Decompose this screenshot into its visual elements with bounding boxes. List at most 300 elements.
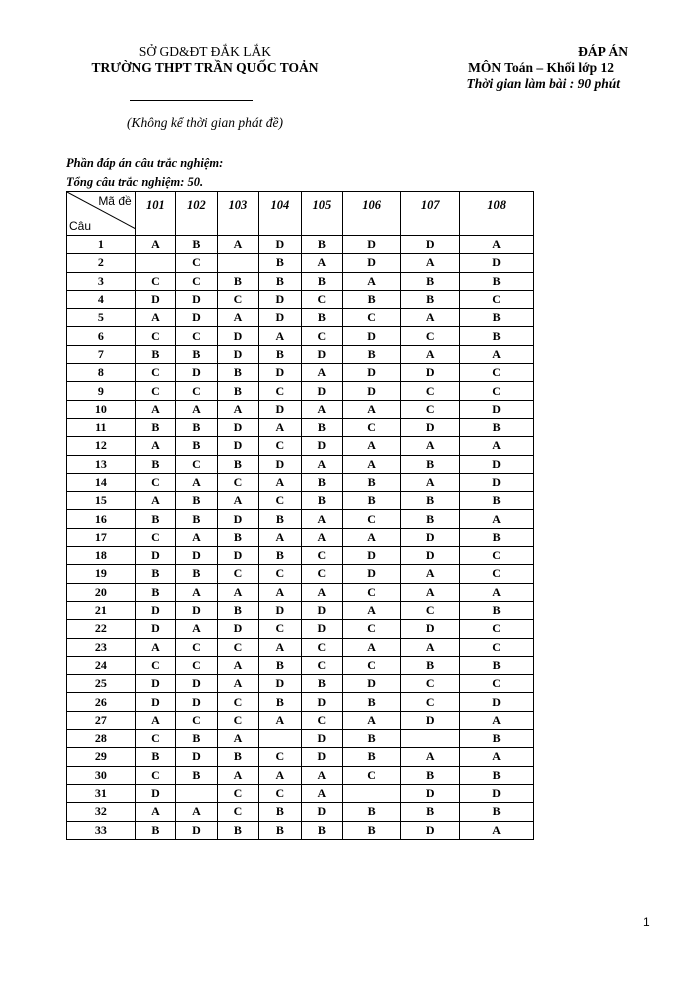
answer-cell: A bbox=[301, 583, 342, 601]
answer-cell: B bbox=[401, 272, 460, 290]
question-number: 24 bbox=[67, 656, 136, 674]
answer-cell: B bbox=[343, 473, 401, 491]
table-row bbox=[67, 437, 534, 455]
answer-cell: A bbox=[135, 309, 176, 327]
answer-cell: A bbox=[176, 473, 217, 491]
answer-cell: D bbox=[135, 547, 176, 565]
answer-cell: A bbox=[401, 437, 460, 455]
table-row bbox=[67, 675, 534, 693]
answer-cell: B bbox=[343, 345, 401, 363]
answer-cell bbox=[217, 254, 258, 272]
answer-cell: C bbox=[217, 565, 258, 583]
answer-cell: B bbox=[343, 748, 401, 766]
answer-cell: D bbox=[301, 730, 342, 748]
answer-cell: A bbox=[135, 236, 176, 254]
answer-cell: D bbox=[401, 620, 460, 638]
answer-cell: A bbox=[259, 327, 301, 345]
table-row bbox=[67, 272, 534, 290]
answer-cell: C bbox=[301, 327, 342, 345]
answer-cell: D bbox=[259, 290, 301, 308]
answer-cell: C bbox=[135, 364, 176, 382]
answer-cell: B bbox=[217, 748, 258, 766]
answer-cell: D bbox=[401, 711, 460, 729]
answer-cell: C bbox=[343, 620, 401, 638]
question-number: 12 bbox=[67, 437, 136, 455]
answer-cell: B bbox=[401, 656, 460, 674]
answer-cell: B bbox=[176, 437, 217, 455]
table-row bbox=[67, 327, 534, 345]
answer-cell: B bbox=[460, 601, 534, 619]
answer-cell: C bbox=[343, 656, 401, 674]
answer-cell: D bbox=[401, 364, 460, 382]
answer-cell: A bbox=[135, 711, 176, 729]
table-row bbox=[67, 803, 534, 821]
table-row bbox=[67, 583, 534, 601]
answer-cell: D bbox=[460, 784, 534, 802]
answer-cell: B bbox=[176, 766, 217, 784]
answer-cell: C bbox=[217, 290, 258, 308]
answer-cell: D bbox=[217, 547, 258, 565]
section-title: Phần đáp án câu trắc nghiệm: bbox=[66, 156, 224, 170]
answer-cell: A bbox=[343, 400, 401, 418]
answer-cell: B bbox=[135, 583, 176, 601]
answer-cell: A bbox=[217, 236, 258, 254]
answer-cell: A bbox=[217, 400, 258, 418]
answer-cell: B bbox=[259, 821, 301, 839]
answer-cell: A bbox=[460, 345, 534, 363]
answer-cell: C bbox=[135, 272, 176, 290]
question-number: 28 bbox=[67, 730, 136, 748]
answer-cell: B bbox=[217, 821, 258, 839]
answer-cell: B bbox=[401, 510, 460, 528]
answer-cell: D bbox=[343, 675, 401, 693]
table-row bbox=[67, 492, 534, 510]
answer-cell: B bbox=[217, 382, 258, 400]
answer-cell: B bbox=[301, 675, 342, 693]
question-number: 13 bbox=[67, 455, 136, 473]
answer-cell bbox=[259, 730, 301, 748]
answer-cell: A bbox=[259, 528, 301, 546]
table-row bbox=[67, 547, 534, 565]
answer-cell: B bbox=[259, 656, 301, 674]
answer-cell: B bbox=[301, 473, 342, 491]
answer-cell: B bbox=[460, 528, 534, 546]
answer-cell: A bbox=[401, 583, 460, 601]
answer-cell: B bbox=[343, 693, 401, 711]
header-left bbox=[50, 44, 360, 76]
answer-cell: A bbox=[135, 400, 176, 418]
answer-cell: D bbox=[217, 327, 258, 345]
answer-cell: D bbox=[176, 748, 217, 766]
section-total: Tổng câu trắc nghiệm: 50. bbox=[66, 175, 204, 189]
answer-cell: A bbox=[301, 364, 342, 382]
answer-cell: D bbox=[301, 345, 342, 363]
answer-cell: C bbox=[343, 766, 401, 784]
table-row bbox=[67, 290, 534, 308]
question-number: 15 bbox=[67, 492, 136, 510]
answer-cell: A bbox=[401, 565, 460, 583]
answer-cell: C bbox=[259, 437, 301, 455]
answer-cell: B bbox=[401, 803, 460, 821]
answer-cell: A bbox=[217, 730, 258, 748]
answer-cell: A bbox=[259, 418, 301, 436]
answer-cell: C bbox=[301, 290, 342, 308]
question-number: 27 bbox=[67, 711, 136, 729]
answer-cell: B bbox=[217, 364, 258, 382]
answer-cell: C bbox=[259, 784, 301, 802]
answer-cell: C bbox=[460, 675, 534, 693]
answer-cell: C bbox=[259, 382, 301, 400]
table-row bbox=[67, 711, 534, 729]
answer-cell: C bbox=[259, 620, 301, 638]
answer-cell: C bbox=[259, 565, 301, 583]
answer-cell: B bbox=[176, 492, 217, 510]
answer-table-body bbox=[67, 236, 534, 840]
answer-cell: D bbox=[401, 547, 460, 565]
answer-cell: D bbox=[176, 547, 217, 565]
answer-cell: C bbox=[460, 547, 534, 565]
header-divider bbox=[130, 100, 253, 101]
answer-cell: A bbox=[460, 437, 534, 455]
answer-cell: B bbox=[135, 748, 176, 766]
answer-cell: D bbox=[401, 784, 460, 802]
answer-cell: A bbox=[460, 510, 534, 528]
answer-cell: A bbox=[135, 638, 176, 656]
answer-cell: D bbox=[176, 601, 217, 619]
answer-cell: D bbox=[343, 382, 401, 400]
answer-cell: A bbox=[217, 309, 258, 327]
answer-cell: B bbox=[460, 766, 534, 784]
answer-cell: B bbox=[460, 418, 534, 436]
answer-cell: C bbox=[176, 254, 217, 272]
answer-cell: D bbox=[217, 620, 258, 638]
answer-cell bbox=[343, 784, 401, 802]
answer-cell: A bbox=[135, 803, 176, 821]
table-row bbox=[67, 400, 534, 418]
answer-cell: B bbox=[301, 272, 342, 290]
answer-cell: B bbox=[401, 492, 460, 510]
answer-cell: C bbox=[401, 382, 460, 400]
table-row bbox=[67, 455, 534, 473]
answer-cell: B bbox=[460, 730, 534, 748]
answer-cell: D bbox=[176, 675, 217, 693]
answer-cell: B bbox=[135, 565, 176, 583]
answer-cell: C bbox=[343, 510, 401, 528]
answer-cell: C bbox=[301, 711, 342, 729]
answer-cell: A bbox=[135, 437, 176, 455]
answer-cell: C bbox=[343, 583, 401, 601]
answer-cell: B bbox=[259, 510, 301, 528]
answer-cell: B bbox=[259, 803, 301, 821]
answer-cell: A bbox=[176, 803, 217, 821]
answer-cell: A bbox=[401, 309, 460, 327]
header-right bbox=[420, 44, 660, 92]
answer-cell: C bbox=[401, 400, 460, 418]
answer-cell: C bbox=[135, 656, 176, 674]
answer-cell: B bbox=[460, 492, 534, 510]
answer-cell: C bbox=[460, 620, 534, 638]
answer-cell: A bbox=[401, 473, 460, 491]
table-row bbox=[67, 638, 534, 656]
answer-cell: B bbox=[217, 601, 258, 619]
answer-cell: C bbox=[259, 492, 301, 510]
code-header: 108 bbox=[460, 192, 534, 236]
answer-cell: B bbox=[343, 821, 401, 839]
answer-cell: C bbox=[135, 473, 176, 491]
answer-cell: D bbox=[343, 254, 401, 272]
answer-cell: C bbox=[217, 803, 258, 821]
table-row bbox=[67, 821, 534, 839]
answer-cell: A bbox=[301, 254, 342, 272]
answer-cell: C bbox=[217, 638, 258, 656]
answer-cell: A bbox=[301, 766, 342, 784]
answer-cell: B bbox=[401, 290, 460, 308]
answer-cell: B bbox=[343, 492, 401, 510]
answer-cell: D bbox=[217, 437, 258, 455]
answer-cell: A bbox=[259, 711, 301, 729]
answer-cell: B bbox=[217, 455, 258, 473]
answer-cell: C bbox=[176, 656, 217, 674]
answer-cell: A bbox=[460, 748, 534, 766]
answer-cell: A bbox=[176, 400, 217, 418]
time-note: (Không kể thời gian phát đề) bbox=[126, 115, 284, 130]
answer-cell: A bbox=[401, 345, 460, 363]
answer-cell: C bbox=[217, 784, 258, 802]
answer-cell: B bbox=[259, 272, 301, 290]
answer-cell: B bbox=[401, 455, 460, 473]
subject-line: MÔN Toán – Khối lớp 12 bbox=[468, 60, 614, 75]
code-header: 106 bbox=[343, 192, 401, 236]
answer-cell: C bbox=[259, 748, 301, 766]
answer-cell: A bbox=[301, 784, 342, 802]
school-name: TRƯỜNG THPT TRẦN QUỐC TOẢN bbox=[91, 60, 319, 75]
duration-line: Thời gian làm bài : 90 phút bbox=[466, 76, 620, 91]
answer-cell: D bbox=[343, 236, 401, 254]
answer-cell: A bbox=[217, 492, 258, 510]
question-number: 20 bbox=[67, 583, 136, 601]
answer-cell: A bbox=[217, 583, 258, 601]
answer-cell: A bbox=[217, 766, 258, 784]
answer-cell: C bbox=[176, 327, 217, 345]
answer-cell: C bbox=[176, 711, 217, 729]
answer-cell: C bbox=[176, 638, 217, 656]
answer-cell: C bbox=[176, 272, 217, 290]
answer-cell: B bbox=[343, 803, 401, 821]
answer-cell: B bbox=[135, 510, 176, 528]
answer-cell: D bbox=[176, 821, 217, 839]
question-number: 14 bbox=[67, 473, 136, 491]
answer-cell: C bbox=[176, 455, 217, 473]
answer-cell: B bbox=[176, 510, 217, 528]
answer-cell: D bbox=[259, 400, 301, 418]
answer-cell: B bbox=[301, 236, 342, 254]
question-number: 19 bbox=[67, 565, 136, 583]
answer-cell: C bbox=[135, 766, 176, 784]
table-row bbox=[67, 748, 534, 766]
answer-cell: A bbox=[259, 583, 301, 601]
answer-cell: D bbox=[343, 547, 401, 565]
answer-cell: D bbox=[401, 236, 460, 254]
page-number: 1 bbox=[643, 915, 650, 929]
answer-cell: B bbox=[460, 309, 534, 327]
answer-cell: C bbox=[301, 638, 342, 656]
answer-cell: D bbox=[460, 473, 534, 491]
answer-cell: B bbox=[460, 327, 534, 345]
answer-cell: D bbox=[176, 290, 217, 308]
answer-cell: A bbox=[301, 528, 342, 546]
answer-cell: B bbox=[301, 821, 342, 839]
answer-cell: D bbox=[301, 803, 342, 821]
code-header: 105 bbox=[301, 192, 342, 236]
answer-cell: D bbox=[401, 821, 460, 839]
table-row bbox=[67, 766, 534, 784]
table-row bbox=[67, 236, 534, 254]
answer-cell: A bbox=[343, 437, 401, 455]
answer-cell: D bbox=[401, 528, 460, 546]
answer-cell: B bbox=[259, 693, 301, 711]
answer-cell: C bbox=[135, 528, 176, 546]
answer-cell: B bbox=[301, 418, 342, 436]
answer-cell: B bbox=[217, 272, 258, 290]
table-row bbox=[67, 418, 534, 436]
answer-cell: D bbox=[135, 693, 176, 711]
answer-cell: B bbox=[176, 345, 217, 363]
code-header: 107 bbox=[401, 192, 460, 236]
question-number: 26 bbox=[67, 693, 136, 711]
answer-cell: C bbox=[401, 601, 460, 619]
answer-cell: D bbox=[460, 693, 534, 711]
department-name: SỞ GD&ĐT ĐẮK LẮK bbox=[138, 44, 272, 59]
answer-key-title: ĐÁP ÁN bbox=[578, 44, 628, 59]
answer-cell: A bbox=[401, 748, 460, 766]
question-number: 3 bbox=[67, 272, 136, 290]
question-number: 33 bbox=[67, 821, 136, 839]
answer-cell: C bbox=[301, 656, 342, 674]
answer-cell: D bbox=[176, 693, 217, 711]
answer-cell: D bbox=[259, 455, 301, 473]
answer-cell: A bbox=[401, 638, 460, 656]
answer-cell: D bbox=[135, 784, 176, 802]
answer-cell: A bbox=[343, 455, 401, 473]
answer-cell: C bbox=[343, 309, 401, 327]
answer-cell: C bbox=[460, 382, 534, 400]
table-row bbox=[67, 345, 534, 363]
answer-cell: D bbox=[135, 290, 176, 308]
answer-cell: A bbox=[135, 492, 176, 510]
answer-cell: A bbox=[301, 510, 342, 528]
answer-cell: D bbox=[217, 345, 258, 363]
answer-cell: C bbox=[460, 364, 534, 382]
answer-cell: C bbox=[460, 290, 534, 308]
answer-cell: B bbox=[176, 730, 217, 748]
table-row bbox=[67, 693, 534, 711]
answer-cell: A bbox=[259, 473, 301, 491]
answer-cell: B bbox=[176, 236, 217, 254]
answer-table bbox=[66, 191, 534, 840]
code-header: 102 bbox=[176, 192, 217, 236]
table-row bbox=[67, 473, 534, 491]
answer-cell: C bbox=[135, 382, 176, 400]
answer-cell: D bbox=[460, 455, 534, 473]
answer-cell: B bbox=[343, 290, 401, 308]
answer-cell: D bbox=[460, 254, 534, 272]
answer-cell: C bbox=[401, 675, 460, 693]
table-row bbox=[67, 364, 534, 382]
answer-cell: A bbox=[217, 675, 258, 693]
question-number: 1 bbox=[67, 236, 136, 254]
answer-cell: D bbox=[301, 437, 342, 455]
question-number: 10 bbox=[67, 400, 136, 418]
answer-cell: D bbox=[301, 620, 342, 638]
answer-cell: A bbox=[259, 638, 301, 656]
answer-cell: A bbox=[176, 528, 217, 546]
answer-cell: A bbox=[217, 656, 258, 674]
answer-cell: C bbox=[343, 418, 401, 436]
answer-cell: D bbox=[401, 418, 460, 436]
answer-cell: C bbox=[135, 730, 176, 748]
question-number: 22 bbox=[67, 620, 136, 638]
answer-cell: A bbox=[301, 455, 342, 473]
question-number: 11 bbox=[67, 418, 136, 436]
answer-cell: B bbox=[135, 345, 176, 363]
question-number: 8 bbox=[67, 364, 136, 382]
question-number: 16 bbox=[67, 510, 136, 528]
table-row bbox=[67, 382, 534, 400]
answer-cell: D bbox=[301, 693, 342, 711]
table-row bbox=[67, 309, 534, 327]
answer-cell: B bbox=[217, 528, 258, 546]
code-header: 103 bbox=[217, 192, 258, 236]
answer-cell: A bbox=[460, 821, 534, 839]
answer-cell: A bbox=[401, 254, 460, 272]
question-number: 4 bbox=[67, 290, 136, 308]
table-row bbox=[67, 620, 534, 638]
answer-cell bbox=[135, 254, 176, 272]
answer-cell: C bbox=[460, 565, 534, 583]
answer-cell: A bbox=[343, 528, 401, 546]
answer-cell: A bbox=[460, 583, 534, 601]
question-number: 7 bbox=[67, 345, 136, 363]
table-row bbox=[67, 565, 534, 583]
answer-cell: C bbox=[135, 327, 176, 345]
question-number: 23 bbox=[67, 638, 136, 656]
exam-code-label: Mã đề bbox=[98, 194, 132, 208]
answer-cell: D bbox=[176, 364, 217, 382]
answer-cell: A bbox=[176, 620, 217, 638]
answer-cell: C bbox=[401, 693, 460, 711]
answer-cell: D bbox=[343, 364, 401, 382]
answer-cell: D bbox=[135, 620, 176, 638]
answer-cell bbox=[176, 784, 217, 802]
answer-cell: D bbox=[301, 382, 342, 400]
table-row bbox=[67, 601, 534, 619]
question-number: 18 bbox=[67, 547, 136, 565]
answer-cell: B bbox=[301, 309, 342, 327]
table-row bbox=[67, 528, 534, 546]
answer-cell: B bbox=[176, 418, 217, 436]
corner-header-cell bbox=[67, 192, 136, 236]
answer-cell: C bbox=[460, 638, 534, 656]
answer-cell: D bbox=[301, 748, 342, 766]
question-number: 31 bbox=[67, 784, 136, 802]
answer-cell: D bbox=[176, 309, 217, 327]
answer-cell: D bbox=[301, 601, 342, 619]
answer-cell: B bbox=[135, 821, 176, 839]
answer-cell: A bbox=[460, 236, 534, 254]
answer-cell: C bbox=[217, 693, 258, 711]
table-row bbox=[67, 254, 534, 272]
code-header: 104 bbox=[259, 192, 301, 236]
